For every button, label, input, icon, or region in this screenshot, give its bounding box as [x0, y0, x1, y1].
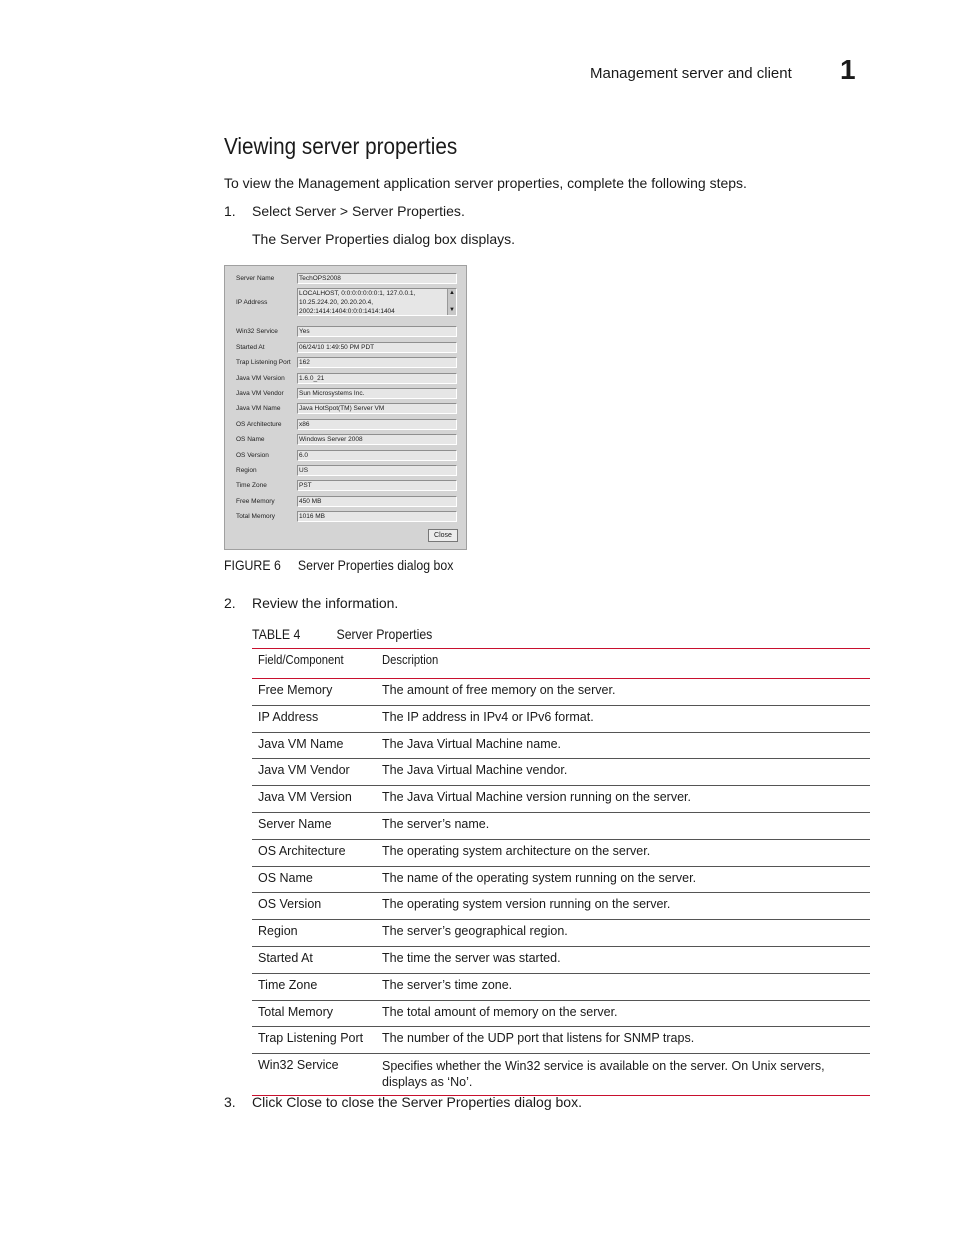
running-header: Management server and client: [590, 65, 792, 82]
dialog-field-value[interactable]: [297, 450, 457, 461]
dialog-field-value[interactable]: [297, 465, 457, 476]
dialog-field-value[interactable]: [297, 434, 457, 445]
dialog-field-label: Java VM Name: [236, 405, 281, 413]
step-1: 1. Select Server > Server Properties.: [224, 203, 465, 219]
dialog-field-text: US: [299, 467, 309, 474]
scrollbar[interactable]: [447, 289, 456, 315]
table-row: [252, 679, 870, 706]
field-cell: IP Address: [252, 705, 376, 732]
dialog-field-value[interactable]: [297, 342, 457, 353]
dialog-field-value[interactable]: [297, 326, 457, 337]
table-row: [252, 920, 870, 947]
dialog-field-label: Java VM Version: [236, 374, 285, 382]
field-cell: OS Architecture: [252, 839, 376, 866]
field-cell: Time Zone: [252, 973, 376, 1000]
description-cell: The operating system architecture on the server.: [376, 839, 870, 866]
field-cell: Win32 Service: [252, 1054, 376, 1096]
dialog-field-label: Region: [236, 467, 257, 474]
dialog-field-label: Trap Listening Port: [236, 359, 291, 367]
description-cell: The Java Virtual Machine vendor.: [376, 759, 870, 786]
table-row: [252, 946, 870, 973]
description-cell: The amount of free memory on the server.: [376, 679, 870, 706]
dialog-field-label: Free Memory: [236, 497, 275, 505]
dialog-row: [225, 357, 466, 371]
field-cell: Server Name: [252, 812, 376, 839]
column-header-field: Field/Component: [252, 649, 376, 679]
dialog-row: [225, 496, 466, 510]
table-row: [252, 1027, 870, 1054]
field-cell: Total Memory: [252, 1000, 376, 1027]
dialog-row: [225, 511, 466, 525]
menu-path: Server > Server Properties: [294, 203, 461, 219]
dialog-field-label: Time Zone: [236, 482, 267, 490]
field-cell: OS Name: [252, 866, 376, 893]
dialog-row: [225, 388, 466, 402]
dialog-field-value[interactable]: [297, 273, 457, 284]
figure-caption: FIGURE 6 Server Properties dialog box: [224, 557, 454, 573]
dialog-field-text: PST: [299, 482, 312, 490]
dialog-field-value[interactable]: [297, 496, 457, 507]
field-cell: Trap Listening Port: [252, 1027, 376, 1054]
dialog-field-text: Sun Microsystems Inc.: [299, 390, 365, 397]
table-row: [252, 705, 870, 732]
dialog-field-text: Yes: [299, 328, 310, 336]
table-row: [252, 866, 870, 893]
field-cell: Free Memory: [252, 679, 376, 706]
table-row: [252, 839, 870, 866]
dialog-field-label: IP Address: [236, 299, 268, 307]
section-title: Viewing server properties: [224, 133, 458, 159]
dialog-field-label: Win32 Service: [236, 328, 278, 336]
dialog-row: [225, 465, 466, 479]
description-cell: The operating system version running on the server.: [376, 893, 870, 920]
table-row: [252, 1000, 870, 1027]
description-cell: The name of the operating system running on the server.: [376, 866, 870, 893]
step-3: 3. Click Close to close the Server Properties dialog box.: [224, 1094, 582, 1110]
description-cell: The Java Virtual Machine name.: [376, 732, 870, 759]
dialog-row: [225, 326, 466, 340]
column-header-description: Description: [376, 649, 870, 679]
field-cell: Java VM Version: [252, 786, 376, 813]
dialog-field-text: TechOPS2008: [299, 275, 341, 282]
dialog-field-label: Java VM Vendor: [236, 390, 284, 397]
step-2: 2. Review the information.: [224, 595, 399, 611]
description-cell: The server’s time zone.: [376, 973, 870, 1000]
dialog-field-value[interactable]: [297, 480, 457, 491]
description-cell: The server’s name.: [376, 812, 870, 839]
dialog-row: [225, 342, 466, 356]
dialog-field-text: 1.6.0_21: [299, 374, 325, 382]
field-cell: Java VM Vendor: [252, 759, 376, 786]
dialog-field-value[interactable]: [297, 357, 457, 368]
dialog-row: [225, 480, 466, 494]
dialog-row: [225, 419, 466, 433]
dialog-field-value[interactable]: [297, 288, 457, 316]
dialog-field-value[interactable]: [297, 388, 457, 399]
close-button[interactable]: Close: [428, 529, 458, 542]
description-cell: Specifies whether the Win32 service is available on the server. On Unix servers, displays as ‘No’.: [376, 1054, 870, 1096]
dialog-field-text: Windows Server 2008: [299, 436, 363, 444]
dialog-field-label: OS Name: [236, 436, 265, 444]
dialog-field-text: 6.0: [299, 451, 309, 459]
chapter-number: 1: [840, 54, 856, 85]
field-cell: OS Version: [252, 893, 376, 920]
field-cell: Started At: [252, 946, 376, 973]
table-row: [252, 812, 870, 839]
step-1-note: The Server Properties dialog box displays.: [252, 231, 516, 247]
dialog-field-text: x86: [299, 420, 310, 428]
dialog-field-label: Server Name: [236, 275, 275, 282]
dialog-row: [225, 273, 466, 287]
dialog-row: [225, 434, 466, 448]
table-row: [252, 759, 870, 786]
dialog-field-text: Java HotSpot(TM) Server VM: [299, 405, 385, 413]
dialog-field-label: OS Architecture: [236, 420, 282, 428]
dialog-field-text: 162: [299, 359, 310, 367]
dialog-field-text: LOCALHOST, 0:0:0:0:0:0:0:1, 127.0.0.1, 10.25.224.20, 20.20.20.4, 2002:1414:1404:0:0:0:1414:1404: [299, 290, 416, 316]
server-properties-dialog: [224, 265, 467, 550]
scroll-up-icon[interactable]: ▲: [449, 290, 455, 297]
description-cell: The number of the UDP port that listens for SNMP traps.: [376, 1027, 870, 1054]
dialog-field-label: Total Memory: [236, 513, 276, 521]
description-cell: The time the server was started.: [376, 946, 870, 973]
dialog-row: [225, 403, 466, 417]
dialog-field-value[interactable]: [297, 403, 457, 414]
field-cell: Java VM Name: [252, 732, 376, 759]
table-row: [252, 1054, 870, 1096]
dialog-row: [225, 373, 466, 387]
dialog-field-text: 450 MB: [299, 497, 322, 505]
dialog-field-text: 06/24/10 1:49:50 PM PDT: [299, 343, 375, 351]
intro-paragraph: To view the Management application server properties, complete the following steps.: [224, 175, 747, 191]
description-cell: The IP address in IPv4 or IPv6 format.: [376, 705, 870, 732]
dialog-field-value[interactable]: [297, 373, 457, 384]
dialog-row: [225, 288, 466, 316]
scroll-down-icon[interactable]: ▼: [449, 307, 455, 314]
table-row: [252, 893, 870, 920]
server-properties-table: [252, 648, 870, 1096]
dialog-row: [225, 450, 466, 464]
table-caption: TABLE 4 Server Properties: [252, 626, 433, 642]
dialog-field-label: OS Version: [236, 451, 269, 459]
dialog-field-label: Started At: [236, 343, 265, 351]
description-cell: The total amount of memory on the server.: [376, 1000, 870, 1027]
table-row: [252, 786, 870, 813]
table-row: [252, 732, 870, 759]
dialog-field-text: 1016 MB: [299, 513, 326, 521]
field-cell: Region: [252, 920, 376, 947]
dialog-field-value[interactable]: [297, 511, 457, 522]
description-cell: The server’s geographical region.: [376, 920, 870, 947]
dialog-field-value[interactable]: [297, 419, 457, 430]
table-row: [252, 973, 870, 1000]
description-cell: The Java Virtual Machine version running on the server.: [376, 786, 870, 813]
